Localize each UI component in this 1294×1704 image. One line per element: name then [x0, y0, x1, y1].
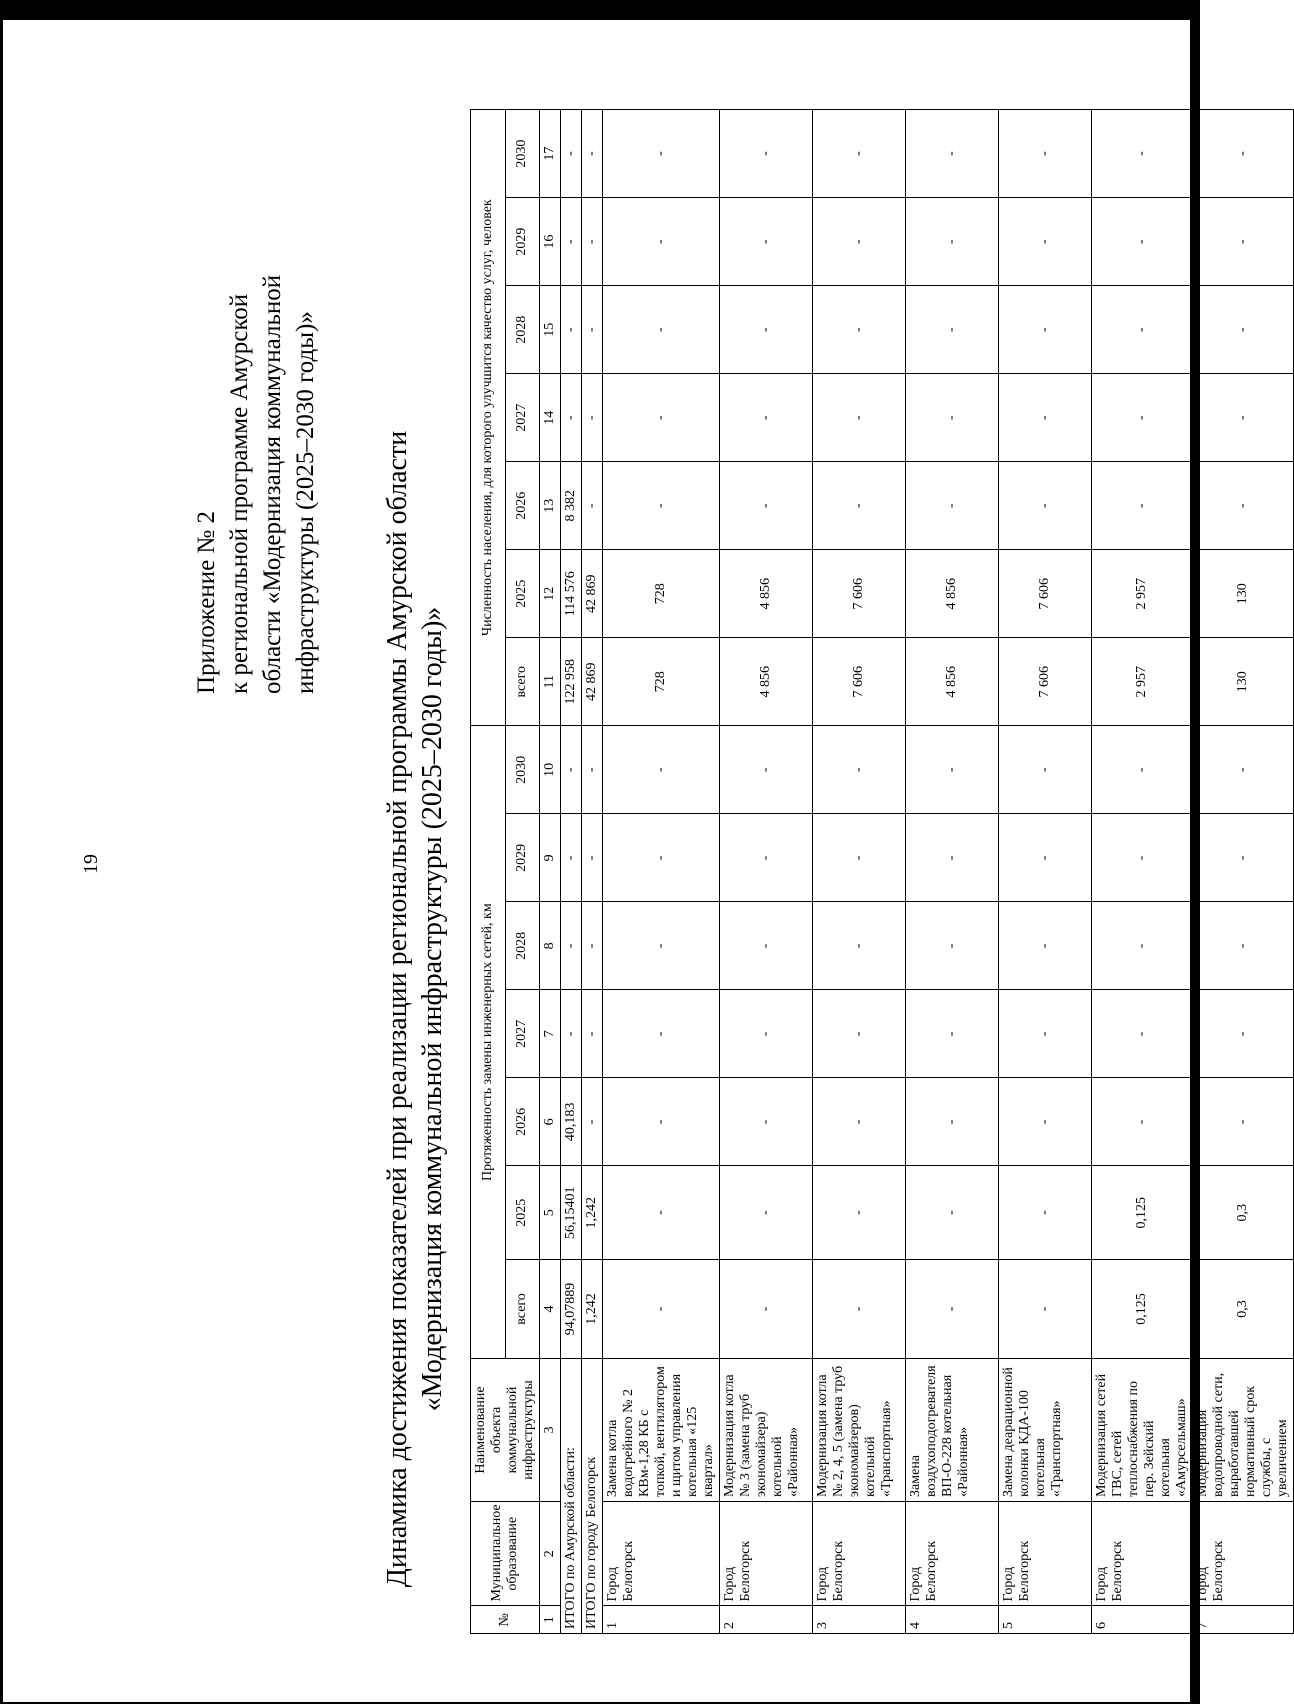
column-number: 16	[540, 198, 561, 286]
km-cell: -	[906, 1259, 999, 1358]
people-cell: -	[813, 198, 906, 286]
km-cell: 0,125	[1092, 1259, 1193, 1358]
people-cell: 728	[603, 638, 720, 726]
km-cell: -	[561, 814, 582, 902]
km-cell: -	[999, 1166, 1092, 1260]
scan-border-left	[0, 0, 3, 1704]
km-cell: -	[720, 902, 813, 990]
header-km-total: всего	[505, 1259, 540, 1358]
km-cell: 40,183	[561, 1078, 582, 1166]
people-cell: 130	[1193, 550, 1294, 638]
people-cell: -	[720, 462, 813, 550]
km-cell: -	[813, 1166, 906, 1260]
total-label: ИТОГО по городу Белогорск	[582, 1358, 603, 1633]
km-cell: 1,242	[582, 1259, 603, 1358]
people-cell: -	[906, 462, 999, 550]
header-people-total: всего	[505, 638, 540, 726]
appendix-line-1: Приложение № 2	[193, 510, 220, 694]
km-cell: -	[720, 1259, 813, 1358]
km-cell: -	[1092, 1078, 1193, 1166]
people-cell: -	[603, 198, 720, 286]
table-row	[813, 110, 906, 1634]
people-cell: -	[720, 374, 813, 462]
people-cell: -	[582, 462, 603, 550]
header-km-year: 2028	[505, 902, 540, 990]
people-cell: 130	[1193, 638, 1294, 726]
km-cell: -	[813, 902, 906, 990]
km-cell: -	[999, 990, 1092, 1078]
column-number: 13	[540, 462, 561, 550]
header-length-group: Протяженность замены инженерных сетей, км	[471, 726, 506, 1359]
people-cell: -	[906, 374, 999, 462]
header-object: Наименование объекта коммунальной инфраструктуры	[471, 1358, 540, 1501]
km-cell: -	[906, 902, 999, 990]
km-cell: -	[813, 1259, 906, 1358]
people-cell: -	[561, 110, 582, 198]
row-number: 4	[906, 1606, 999, 1634]
km-cell: -	[1092, 990, 1193, 1078]
row-number: 3	[813, 1606, 906, 1634]
header-km-year: 2030	[505, 726, 540, 814]
municipality-cell: Город Белогорск	[999, 1501, 1092, 1606]
column-number: 6	[540, 1078, 561, 1166]
column-number: 17	[540, 110, 561, 198]
header-population-group: Численность населения, для которого улучшится качество услуг, человек	[471, 110, 506, 726]
km-cell: -	[1092, 814, 1193, 902]
km-cell: -	[720, 726, 813, 814]
people-cell: -	[720, 198, 813, 286]
header-people-year: 2027	[505, 374, 540, 462]
km-cell: -	[906, 990, 999, 1078]
title-line-1: Динамика достижения показателей при реализации региональной программы Амурской области	[382, 430, 413, 1588]
column-number: 7	[540, 990, 561, 1078]
document-sheet	[60, 84, 1290, 1644]
km-cell: -	[906, 1078, 999, 1166]
people-cell: 7 606	[999, 550, 1092, 638]
appendix-line-3: области «Модернизация коммунальной	[259, 274, 286, 694]
km-cell: 94,07889	[561, 1259, 582, 1358]
km-cell: -	[813, 1078, 906, 1166]
people-cell: -	[582, 198, 603, 286]
people-cell: 4 856	[906, 638, 999, 726]
km-cell: -	[603, 1259, 720, 1358]
people-cell: 7 606	[813, 550, 906, 638]
km-cell: -	[582, 814, 603, 902]
km-cell: -	[813, 726, 906, 814]
page-number: 19	[80, 854, 102, 874]
people-cell: -	[603, 110, 720, 198]
people-cell: -	[813, 374, 906, 462]
people-cell: 8 382	[561, 462, 582, 550]
people-cell: -	[1193, 110, 1294, 198]
people-cell: 4 856	[906, 550, 999, 638]
row-number: 6	[1092, 1606, 1193, 1634]
people-cell: -	[1092, 110, 1193, 198]
header-people-year: 2026	[505, 462, 540, 550]
people-cell: -	[1092, 462, 1193, 550]
municipality-cell: Город Белогорск	[720, 1501, 813, 1606]
km-cell: 0,3	[1193, 1166, 1294, 1260]
table-body	[540, 110, 1294, 1634]
people-cell: -	[1193, 374, 1294, 462]
table-row	[1092, 110, 1193, 1634]
title-line-2: «Модернизация коммунальной инфраструктуры (2025–2030 годы)»	[417, 606, 448, 1412]
km-cell: -	[603, 1078, 720, 1166]
people-cell: -	[906, 198, 999, 286]
object-name-cell: Модернизация котла № 3 (замена труб экономайзера) котельной «Районная»	[720, 1358, 813, 1501]
km-cell: 0,125	[1092, 1166, 1193, 1260]
appendix-line-2: к региональной программе Амурской	[226, 293, 253, 694]
people-cell: -	[561, 198, 582, 286]
km-cell: 56,15401	[561, 1166, 582, 1260]
km-cell: -	[582, 902, 603, 990]
people-cell: -	[813, 462, 906, 550]
km-cell: -	[1193, 902, 1294, 990]
people-cell: -	[1092, 374, 1193, 462]
object-name-cell: Замена котла водогрейного № 2 КВм-1,28 КБ с топкой, вентилятором и щитом управления котельная «125 квартал»	[603, 1358, 720, 1501]
km-cell: -	[1193, 1078, 1294, 1166]
column-number-row	[540, 110, 561, 1634]
people-cell: 4 856	[720, 550, 813, 638]
people-cell: -	[999, 198, 1092, 286]
km-cell: -	[1193, 990, 1294, 1078]
people-cell: 7 606	[999, 638, 1092, 726]
people-cell: 114 576	[561, 550, 582, 638]
people-cell: -	[1193, 462, 1294, 550]
people-cell: -	[999, 110, 1092, 198]
people-cell: -	[603, 374, 720, 462]
header-km-year: 2029	[505, 814, 540, 902]
km-cell: -	[999, 1078, 1092, 1166]
column-number: 10	[540, 726, 561, 814]
row-number: 5	[999, 1606, 1092, 1634]
header-people-year: 2029	[505, 198, 540, 286]
column-number: 14	[540, 374, 561, 462]
column-number: 5	[540, 1166, 561, 1260]
column-number: 15	[540, 286, 561, 374]
column-number: 11	[540, 638, 561, 726]
column-number: 9	[540, 814, 561, 902]
people-cell: 728	[603, 550, 720, 638]
column-number: 3	[540, 1358, 561, 1501]
column-number: 2	[540, 1501, 561, 1606]
people-cell: 42 869	[582, 638, 603, 726]
table-row	[999, 110, 1092, 1634]
people-cell: 42 869	[582, 550, 603, 638]
people-cell: -	[999, 286, 1092, 374]
municipality-cell: Город Белогорск	[1193, 1501, 1294, 1606]
km-cell: -	[603, 726, 720, 814]
header-municipality: Муниципальное образование	[471, 1501, 540, 1606]
km-cell: -	[603, 1166, 720, 1260]
object-name-cell: Замена воздухоподогревателя ВП-О-228 котельная «Районная»	[906, 1358, 999, 1501]
km-cell: -	[999, 726, 1092, 814]
km-cell: -	[999, 902, 1092, 990]
row-number: 7	[1193, 1606, 1294, 1634]
municipality-cell: Город Белогорск	[1092, 1501, 1193, 1606]
scan-border-top	[0, 0, 1200, 20]
people-cell: 4 856	[720, 638, 813, 726]
km-cell: -	[603, 990, 720, 1078]
people-cell: -	[906, 286, 999, 374]
people-cell: 7 606	[813, 638, 906, 726]
km-cell: -	[999, 814, 1092, 902]
object-name-cell: Модернизация сетей ГВС, сетей теплоснабжения по пер. Зейский котельная «Амурсельмаш»	[1092, 1358, 1193, 1501]
people-cell: -	[582, 374, 603, 462]
km-cell: -	[720, 990, 813, 1078]
km-cell: -	[582, 726, 603, 814]
column-number: 8	[540, 902, 561, 990]
people-cell: -	[720, 110, 813, 198]
people-cell: -	[1193, 286, 1294, 374]
km-cell: -	[1092, 726, 1193, 814]
table-row	[603, 110, 720, 1634]
people-cell: -	[720, 286, 813, 374]
header-km-year: 2026	[505, 1078, 540, 1166]
total-label: ИТОГО по Амурской области:	[561, 1358, 582, 1633]
people-cell: 122 958	[561, 638, 582, 726]
km-cell: -	[561, 726, 582, 814]
column-number: 12	[540, 550, 561, 638]
people-cell: -	[1193, 198, 1294, 286]
appendix-heading	[190, 134, 322, 694]
people-cell: -	[1092, 198, 1193, 286]
column-number: 1	[540, 1606, 561, 1634]
people-cell: -	[906, 110, 999, 198]
column-number: 4	[540, 1259, 561, 1358]
people-cell: -	[603, 286, 720, 374]
people-cell: -	[999, 374, 1092, 462]
km-cell: -	[603, 902, 720, 990]
km-cell: -	[582, 990, 603, 1078]
total-city-row	[582, 110, 603, 1634]
people-cell: -	[582, 110, 603, 198]
header-km-year: 2025	[505, 1166, 540, 1260]
km-cell: -	[561, 902, 582, 990]
people-cell: 2 957	[1092, 638, 1193, 726]
km-cell: -	[906, 1166, 999, 1260]
people-cell: 2 957	[1092, 550, 1193, 638]
km-cell: -	[1092, 902, 1193, 990]
header-people-year: 2025	[505, 550, 540, 638]
people-cell: -	[813, 286, 906, 374]
object-name-cell: Модернизация котла № 2, 4, 5 (замена труб экономайзеров) котельной «Транспортная»	[813, 1358, 906, 1501]
people-cell: -	[1092, 286, 1193, 374]
km-cell: -	[720, 814, 813, 902]
people-cell: -	[561, 374, 582, 462]
header-people-year: 2030	[505, 110, 540, 198]
km-cell: -	[720, 1166, 813, 1260]
km-cell: 1,242	[582, 1166, 603, 1260]
total-region-row	[561, 110, 582, 1634]
km-cell: -	[561, 990, 582, 1078]
table-row	[906, 110, 999, 1634]
km-cell: -	[813, 990, 906, 1078]
header-num: №	[471, 1606, 540, 1634]
km-cell: -	[999, 1259, 1092, 1358]
km-cell: -	[720, 1078, 813, 1166]
table-row	[1193, 110, 1294, 1634]
people-cell: -	[999, 462, 1092, 550]
people-cell: -	[603, 462, 720, 550]
row-number: 1	[603, 1606, 720, 1634]
km-cell: -	[906, 814, 999, 902]
people-cell: -	[561, 286, 582, 374]
municipality-cell: Город Белогорск	[813, 1501, 906, 1606]
header-km-year: 2027	[505, 990, 540, 1078]
km-cell: -	[906, 726, 999, 814]
header-people-year: 2028	[505, 286, 540, 374]
km-cell: -	[603, 814, 720, 902]
table-row	[720, 110, 813, 1634]
object-name-cell: Модернизация водопроводной сети, выработавшей нормативный срок службы, с увеличением	[1193, 1358, 1294, 1501]
people-cell: -	[813, 110, 906, 198]
row-number: 2	[720, 1606, 813, 1634]
appendix-line-4: инфраструктуры (2025–2030 годы)»	[292, 311, 319, 694]
object-name-cell: Замена деарационной колонки КДА-100 котельная «Транспортная»	[999, 1358, 1092, 1501]
km-cell: 0,3	[1193, 1259, 1294, 1358]
document-title	[380, 374, 450, 1644]
km-cell: -	[1193, 814, 1294, 902]
people-cell: -	[582, 286, 603, 374]
km-cell: -	[813, 814, 906, 902]
municipality-cell: Город Белогорск	[603, 1501, 720, 1606]
indicators-table	[470, 109, 1294, 1634]
km-cell: -	[582, 1078, 603, 1166]
km-cell: -	[1193, 726, 1294, 814]
municipality-cell: Город Белогорск	[906, 1501, 999, 1606]
